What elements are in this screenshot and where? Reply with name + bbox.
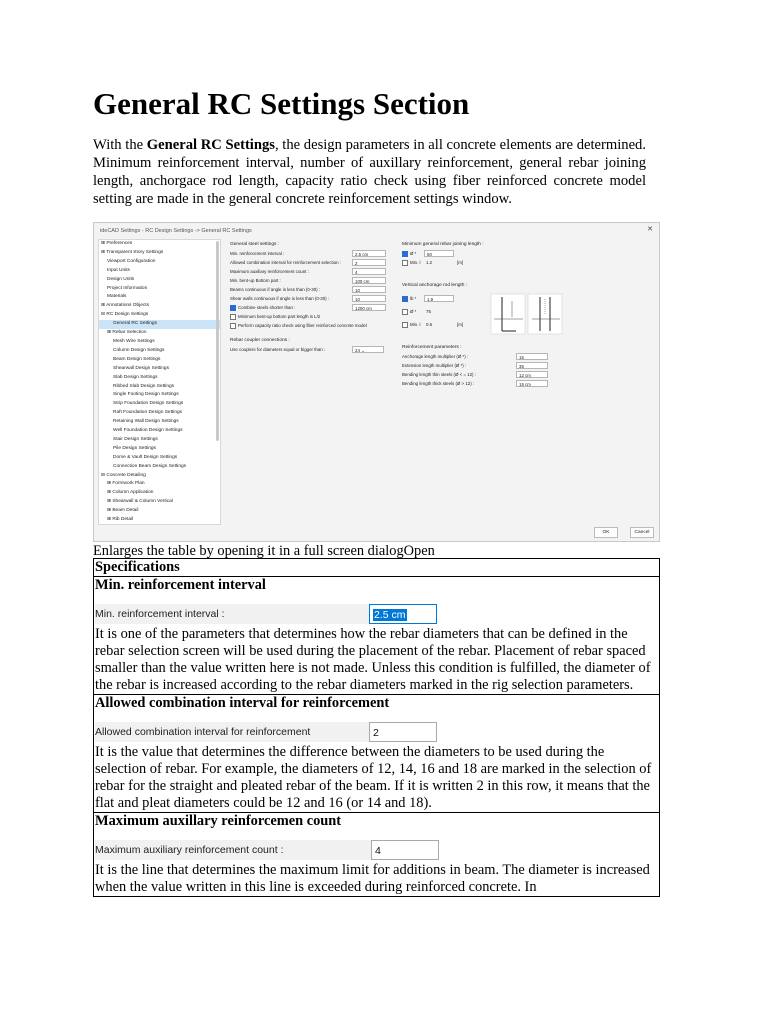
param-field-image [95,722,658,742]
tree-item[interactable]: ⊞ Annotations Objects [101,303,150,309]
tree-item[interactable]: Project Information [107,285,148,291]
section-title: Min. reinforcement interval [95,577,266,593]
tree-item[interactable]: Materials [107,294,127,300]
reinforcement-row [402,379,564,388]
joining-group [402,242,564,267]
param-value: 2 [369,722,437,742]
table-header: Specifications [94,559,660,577]
steel-row-input[interactable]: 2 [352,259,386,266]
steel-row-label: Maximum auxiliary reinforcement count : [230,269,309,274]
reinforcement-row-label: Extension length multiplier (Ø *) : [402,363,467,368]
cancel-button[interactable]: Cancel [630,527,654,538]
joining-row-2: Min. l 1.2 [m] [402,258,564,267]
anchorage-row-2: Ø * 75 [402,307,564,316]
tree-item[interactable]: ⊞ Formwork Plan [107,481,145,487]
reinforcement-row-input[interactable]: 15 [516,353,548,360]
coupler-select[interactable]: 24 ⌄ [352,346,384,353]
tree-item[interactable]: Raft Foundation Design Settings [113,410,183,416]
tree-item[interactable]: Stair Design Settings [113,436,158,442]
check-fiber[interactable] [230,321,393,330]
tree-item[interactable]: Beam Design Settings [113,356,161,362]
param-label: Maximum auxiliary reinforcement count : [95,840,371,860]
anchorage-row-3: Min. l 0.5 [m] [402,320,564,329]
tree-item[interactable]: General RC Settings [99,320,220,329]
checkbox[interactable] [230,323,236,329]
reinforcement-row-input[interactable]: 12 cm [516,371,548,378]
table-row [94,577,660,695]
intro-lead: With the [93,137,144,153]
table-row [94,695,660,813]
joining-title: Minimum general rebar joining length : [402,242,484,247]
tree-item[interactable]: ⊞ Shearwall & Column Vertical [107,499,173,505]
steel-row-input[interactable]: 10 [352,295,386,302]
anchorage-diagram-icon [490,293,564,337]
param-value: 4 [371,840,439,860]
reinforcement-row-label: Bending length thick steels (Ø > 12) : [402,381,475,386]
tree-item[interactable]: Connection Beam Design Settings [113,463,187,469]
radio[interactable] [402,309,408,315]
anchorage-row-1: lb * 1.9 [402,294,564,303]
section-description: It is the value that determines the difference between the diameters to be used during the selection of rebar. For example, the diameters of 12, 14, 16 and 18 are marked in the selection of rebar for the straight and pleated rebar of the beam. If it is written 2 in this row, it means that the flat and pleat diameters could be 12 and 16 (or 14 and 18). [95,744,652,811]
settings-dialog-image [93,222,660,542]
reinforcement-row [402,352,564,361]
specifications-table [93,558,660,897]
tree-item[interactable]: Shearwall Design Settings [113,365,169,371]
anchorage-lb-input[interactable]: 1.9 [424,295,454,302]
check-label: Minimum bent-up bottom part length is L/2 [238,314,321,319]
steel-row-label: Shear walls continuous if angle is less than (0-30) : [230,296,330,301]
param-field-image [95,604,658,624]
reinforcement-row-input[interactable]: 15 cm [516,380,548,387]
steel-row-label: Min. reinforcement interval : [230,251,285,256]
tree-item[interactable]: ⊞ Column Application [107,490,154,496]
check-label: Perform capacity ratio check using fiber reinforced concrete model [238,323,367,328]
checkbox[interactable] [230,314,236,320]
section-description: It is one of the parameters that determines how the rebar diameters that can be defined in the rebar selection screen will be used during the placement of the rebar. Placement of rebar spaced smaller than the value written here is not made. Unless this condition is fulfilled, the diameter of the rebar is increased according to the rebar diameters marked in the rig selection parameters. [95,626,651,693]
reinforcement-row-label: Bending length thin steels (Ø < = 12) : [402,372,476,377]
reinforcement-row-input[interactable]: 35 [516,362,548,369]
section-title: Maximum auxillary reinforcemen count [95,813,342,829]
table-row [94,813,660,897]
param-label: Allowed combination interval for reinforcement [95,722,369,742]
tree-item[interactable]: Well Foundation Design Settings [113,428,183,434]
anchorage-title: Vertical anchorage rod length : [402,283,468,288]
coupler-label: Use couplers for diameters equal or bigger than : [230,347,326,352]
steel-row-input[interactable]: 100 cm [352,277,386,284]
steel-row [230,285,393,294]
reinforcement-group [402,345,564,388]
tree-item[interactable]: ⊞ Rebar Selection [107,330,147,336]
tree-item[interactable]: ⊞ Transparent Story Settings [101,249,164,255]
radio[interactable] [402,260,408,266]
param-label: Min. reinforcement interval : [95,604,369,624]
tree-item[interactable]: Mesh Wire Settings [113,338,155,344]
coupler-title: Rebar coupler connections : [230,338,290,343]
tree-item[interactable]: Ribbed Slab Design Settings [113,383,175,389]
tree-item[interactable]: Strip Foundation Design Settings [113,401,184,407]
steel-settings-group [230,242,393,354]
intro-paragraph [93,136,646,208]
joining-row-1: Ø * 50 [402,249,564,258]
ok-button[interactable]: OK [594,527,618,538]
tree-item[interactable]: Pile Design Settings [113,445,156,451]
dialog-title: ideCAD Settings - RC Design Settings -> General RC Settings [100,228,252,234]
close-icon[interactable]: ✕ [647,226,653,233]
checkbox[interactable] [230,305,236,311]
tree-item[interactable]: Input Units [107,267,130,273]
reinforcement-row [402,361,564,370]
tree-item[interactable]: Viewport Configuration [107,258,156,264]
tree-scrollbar[interactable] [216,241,219,441]
tree-item[interactable]: Design Units [107,276,135,282]
tree-item[interactable]: ⊞ Rib Detail [107,517,134,523]
settings-tree[interactable] [98,239,221,525]
radio[interactable] [402,251,408,257]
tree-item[interactable]: Slab Design Settings [113,374,158,380]
radio[interactable] [402,296,408,302]
radio[interactable] [402,322,408,328]
param-field-image [95,840,658,860]
intro-bold: General RC Settings [146,137,275,153]
steel-row-label: Allowed combination interval for reinforcement selection : [230,260,342,265]
steel-row-input[interactable]: 4 [352,268,386,275]
steel-row-label: Beams continuous if angle is less than (0-30) : [230,287,321,292]
steel-row [230,249,393,258]
tree-item[interactable]: Dome & Vault Design Settings [113,454,178,460]
tree-item[interactable]: Single Footing Design Settings [113,392,179,398]
steel-settings-title: General steel settings : [230,242,280,247]
steel-row [230,303,393,312]
tree-item[interactable]: ⊟ RC Design Settings [101,312,149,318]
steel-row-label: Min. bent-up Bottom part : [230,278,281,283]
tree-item[interactable]: Retaining Wall Design Settings [113,419,179,425]
steel-row [230,294,393,303]
steel-row-input[interactable]: 10 [352,286,386,293]
intro-rest: , the design parameters in all concrete elements are determined. Minimum reinforcement interval, number of auxillary reinforcement, general rebar joining length, anchorgace rod length, capacity ratio check using fiber reinforced concrete model setting are made in the general concrete reinforcement settings window. [93,137,646,207]
param-value: 2.5 cm [369,604,437,624]
steel-row-input[interactable]: 2.5 cm [352,250,386,257]
tree-item[interactable]: Column Design Settings [113,347,165,353]
enlarge-table-link[interactable]: Enlarges the table by opening it in a full screen dialogOpen [93,543,435,559]
reinforcement-title: Reinforcement parameters : [402,345,462,350]
check-bentup[interactable] [230,312,393,321]
coupler-row [230,345,393,354]
anchorage-group [402,283,564,329]
steel-row-label: Combine steels shorter than : [238,305,296,310]
reinforcement-row-label: Anchorage length multiplier (Ø *) : [402,354,469,359]
tree-item[interactable]: ⊞ Preferences [101,241,133,246]
section-description: It is the line that determines the maximum limit for additions in beam. The diameter is increased when the value written in this line is exceeded during reinforced concrete. In [95,862,650,895]
steel-row [230,267,393,276]
steel-row [230,276,393,285]
tree-item[interactable]: ⊞ Beam Detail [107,508,139,514]
tree-item[interactable]: ⊟ Concrete Detailing [101,472,146,478]
steel-row [230,258,393,267]
section-title: Allowed combination interval for reinforcement [95,695,390,711]
page-title: General RC Settings Section [93,86,470,121]
steel-row-input[interactable]: 1200 cm [352,304,386,311]
joining-diam-input[interactable]: 50 [424,250,454,257]
reinforcement-row [402,370,564,379]
